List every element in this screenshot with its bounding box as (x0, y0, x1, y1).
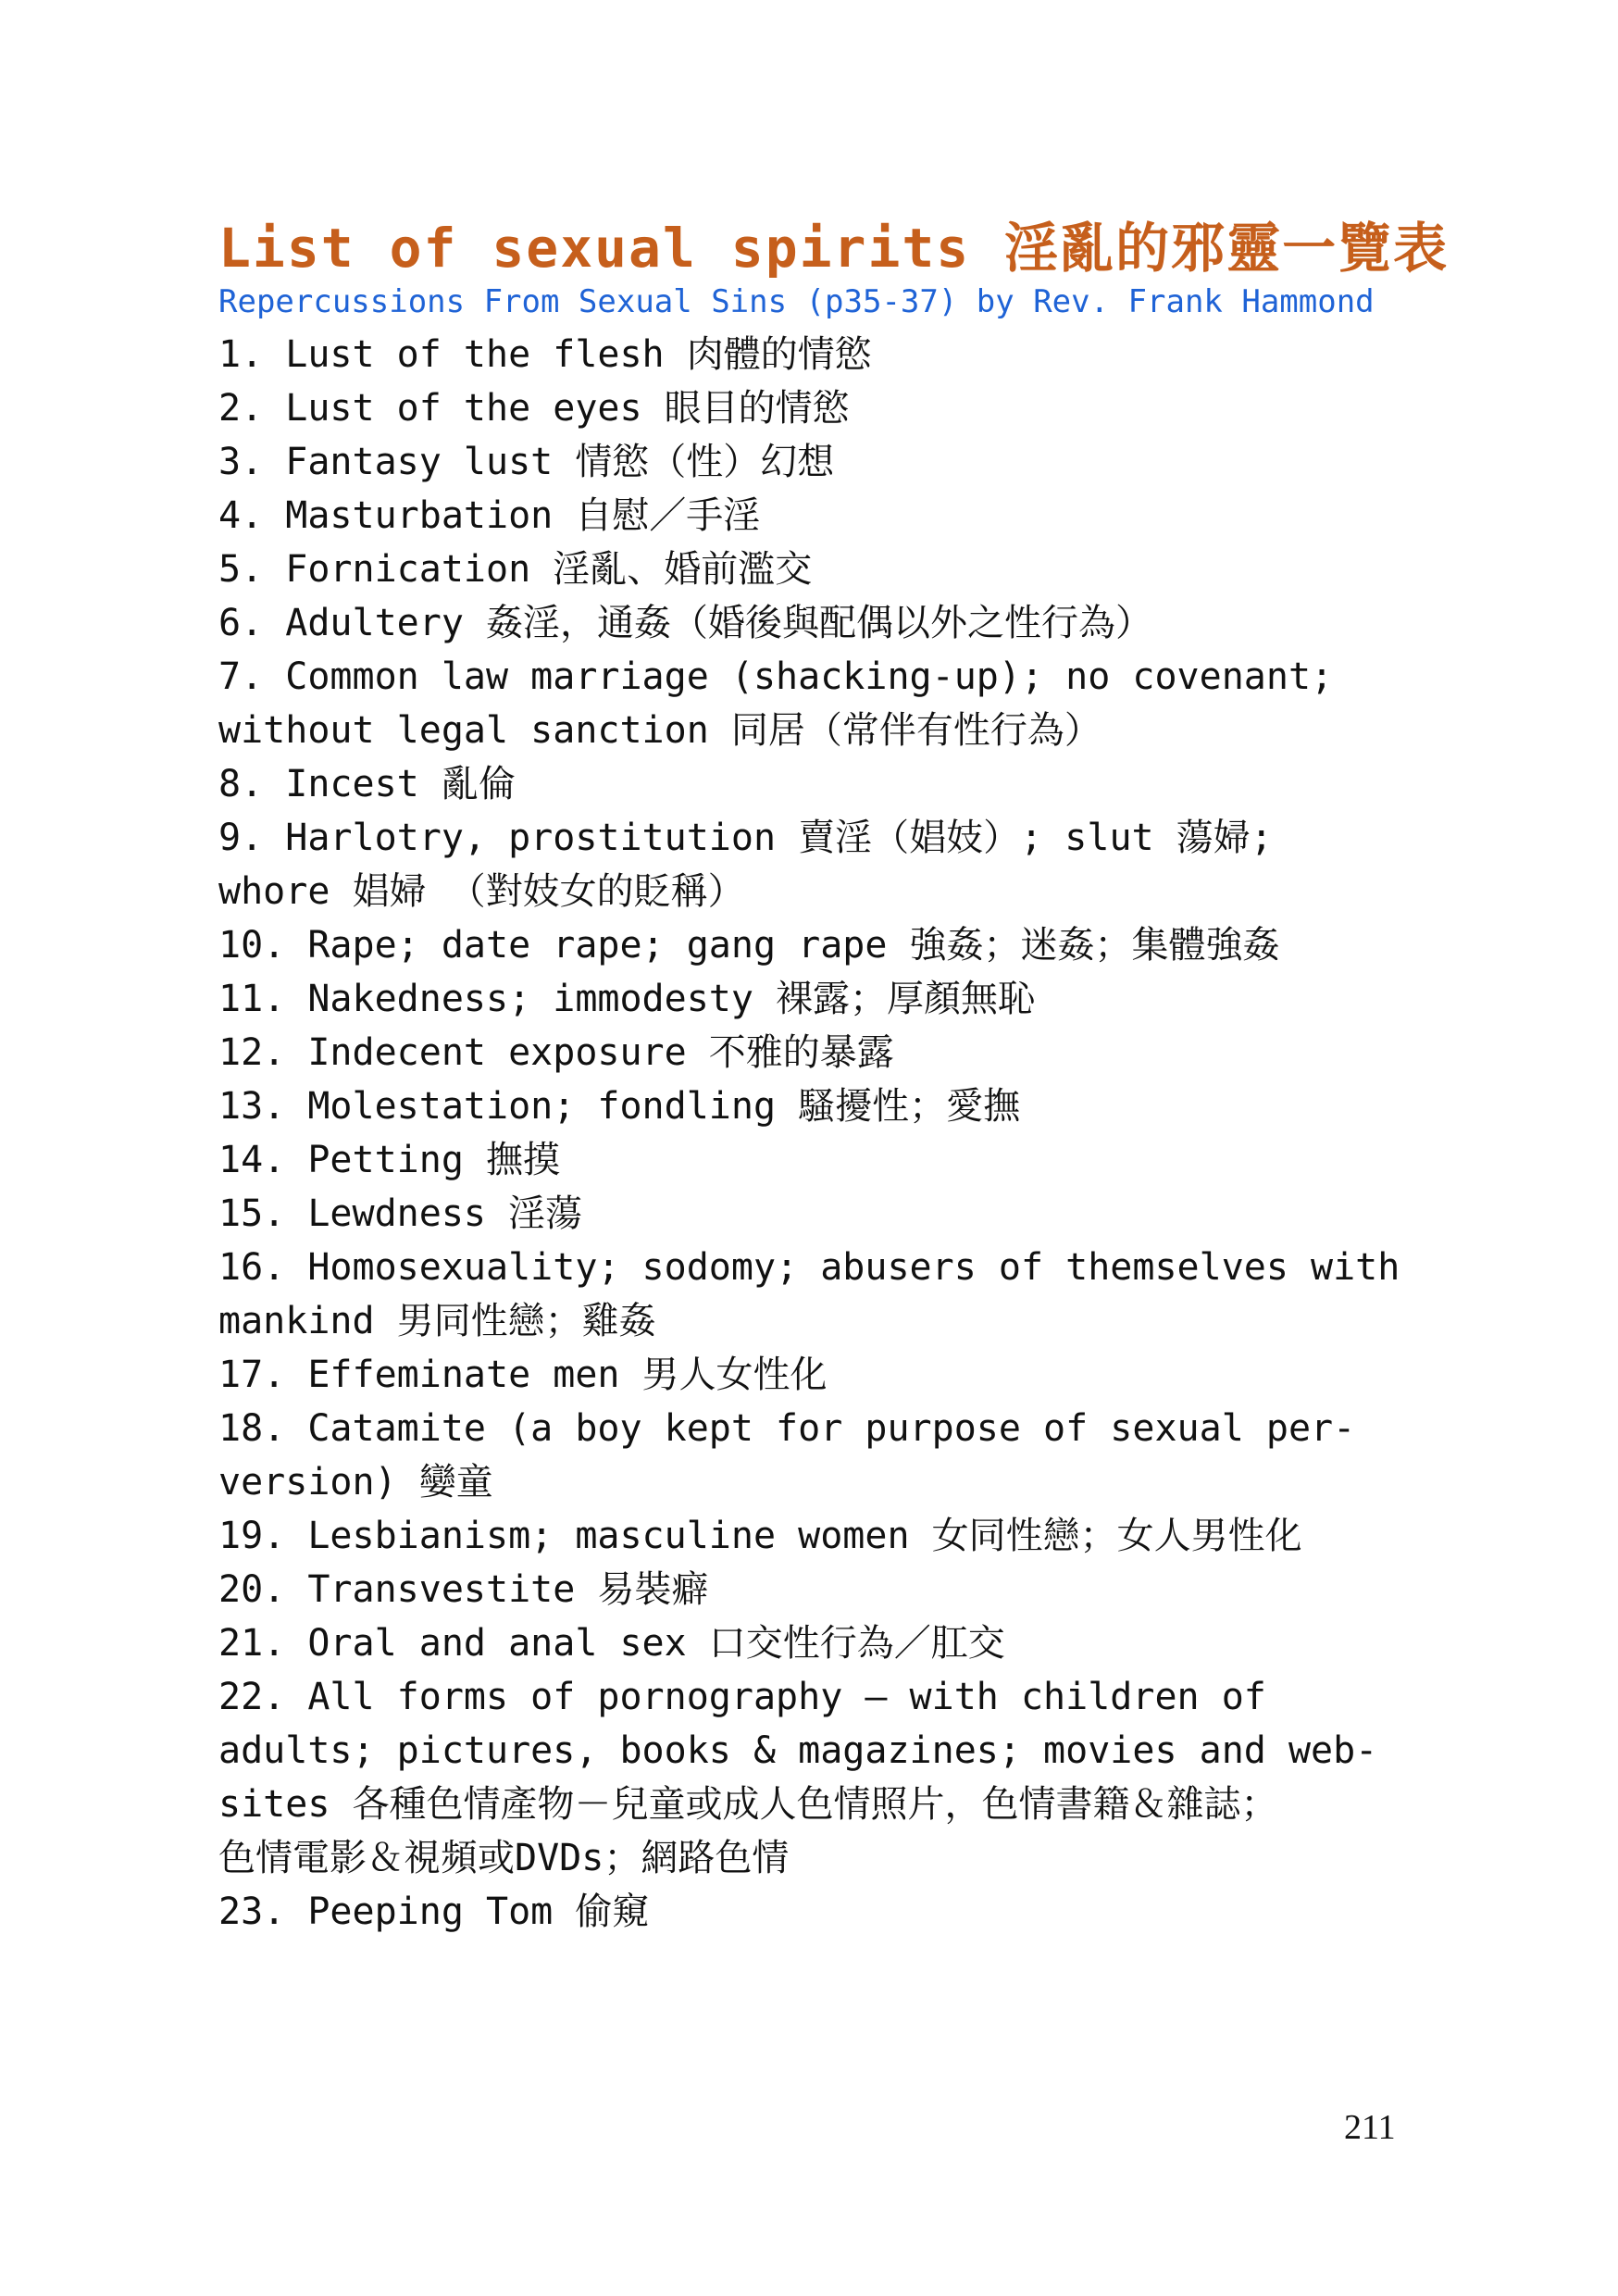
list-item-line: 4. Masturbation 自慰／手淫 (218, 494, 761, 537)
list-item-line: adults; pictures, books & magazines; movies and web- (218, 1729, 1378, 1772)
list-item-1 (218, 328, 1422, 381)
list-item-line: 12. Indecent exposure 不雅的暴露 (218, 1031, 894, 1074)
list-item-6 (218, 596, 1422, 650)
list-item-line: 19. Lesbianism; masculine women 女同性戀；女人男性化 (218, 1515, 1302, 1557)
page-number: 211 (1344, 2108, 1396, 2147)
list-item-line: sites 各種色情產物－兒童或成人色情照片，色情書籍＆雜誌； (218, 1783, 1278, 1826)
list-item-line: 7. Common law marriage (shacking-up); no covenant; (218, 655, 1334, 698)
list-item-18 (218, 1402, 1422, 1509)
document-title: List of sexual spirits 淫亂的邪靈一覽表 (218, 217, 1450, 280)
list-item-14 (218, 1133, 1422, 1187)
list-item-21 (218, 1616, 1422, 1670)
list-item-line: 10. Rape; date rape; gang rape 強姦；迷姦；集體強姦 (218, 924, 1280, 967)
list-item-line: 3. Fantasy lust 情慾（性）幻想 (218, 441, 835, 483)
list-item-8 (218, 757, 1422, 811)
list-item-line: 5. Fornication 淫亂、婚前濫交 (218, 548, 813, 591)
list-item-line: 20. Transvestite 易裝癖 (218, 1568, 709, 1611)
list-item-3 (218, 435, 1422, 489)
list-item-19 (218, 1509, 1422, 1563)
list-item-line: 11. Nakedness; immodesty 裸露；厚顏無恥 (218, 978, 1036, 1020)
list-item-12 (218, 1026, 1422, 1079)
list-item-line: 23. Peeping Tom 偷窺 (218, 1890, 650, 1933)
list-item-line: version) 孌童 (218, 1461, 493, 1504)
document-content (218, 215, 1450, 1939)
list-item-line: 16. Homosexuality; sodomy; abusers of themselves with (218, 1246, 1400, 1289)
list-item-7 (218, 650, 1422, 757)
list-item-line: mankind 男同性戀；雞姦 (218, 1300, 656, 1342)
list-item-9 (218, 811, 1422, 918)
list-item-line: 21. Oral and anal sex 口交性行為／肛交 (218, 1622, 1005, 1665)
list-item-line: without legal sanction 同居（常伴有性行為） (218, 709, 1101, 752)
list-item-line: whore 娼婦 （對妓女的貶稱） (218, 870, 745, 913)
list-item-line: 18. Catamite (a boy kept for purpose of sexual per- (218, 1407, 1356, 1450)
list-item-line: 1. Lust of the flesh 肉體的情慾 (218, 333, 872, 376)
list-item-line: 色情電影＆視頻或DVDs；網路色情 (218, 1837, 790, 1879)
list-item-10 (218, 918, 1422, 972)
list-item-16 (218, 1241, 1422, 1348)
list-item-line: 8. Incest 亂倫 (218, 763, 516, 805)
list-item-line: 2. Lust of the eyes 眼目的情慾 (218, 387, 850, 430)
list-item-20 (218, 1563, 1422, 1616)
sexual-spirits-list (218, 328, 1422, 1939)
list-item-line: 15. Lewdness 淫蕩 (218, 1192, 583, 1235)
list-item-23 (218, 1885, 1422, 1939)
list-item-4 (218, 489, 1422, 543)
list-item-line: 6. Adultery 姦淫，通姦（婚後與配偶以外之性行為） (218, 602, 1152, 644)
list-item-line: 13. Molestation; fondling 騷擾性；愛撫 (218, 1085, 1021, 1128)
list-item-line: 17. Effeminate men 男人女性化 (218, 1354, 828, 1396)
list-item-13 (218, 1079, 1422, 1133)
list-item-17 (218, 1348, 1422, 1402)
list-item-11 (218, 972, 1422, 1026)
document-subtitle: Repercussions From Sexual Sins (p35-37) by Rev. Frank Hammond (218, 283, 1375, 320)
list-item-line: 22. All forms of pornography – with children of (218, 1676, 1266, 1718)
list-item-2 (218, 381, 1422, 435)
list-item-15 (218, 1187, 1422, 1241)
list-item-5 (218, 543, 1422, 596)
list-item-line: 9. Harlotry, prostitution 賣淫（娼妓）; slut 蕩婦; (218, 817, 1273, 859)
list-item-line: 14. Petting 撫摸 (218, 1139, 560, 1181)
list-item-22 (218, 1670, 1422, 1885)
